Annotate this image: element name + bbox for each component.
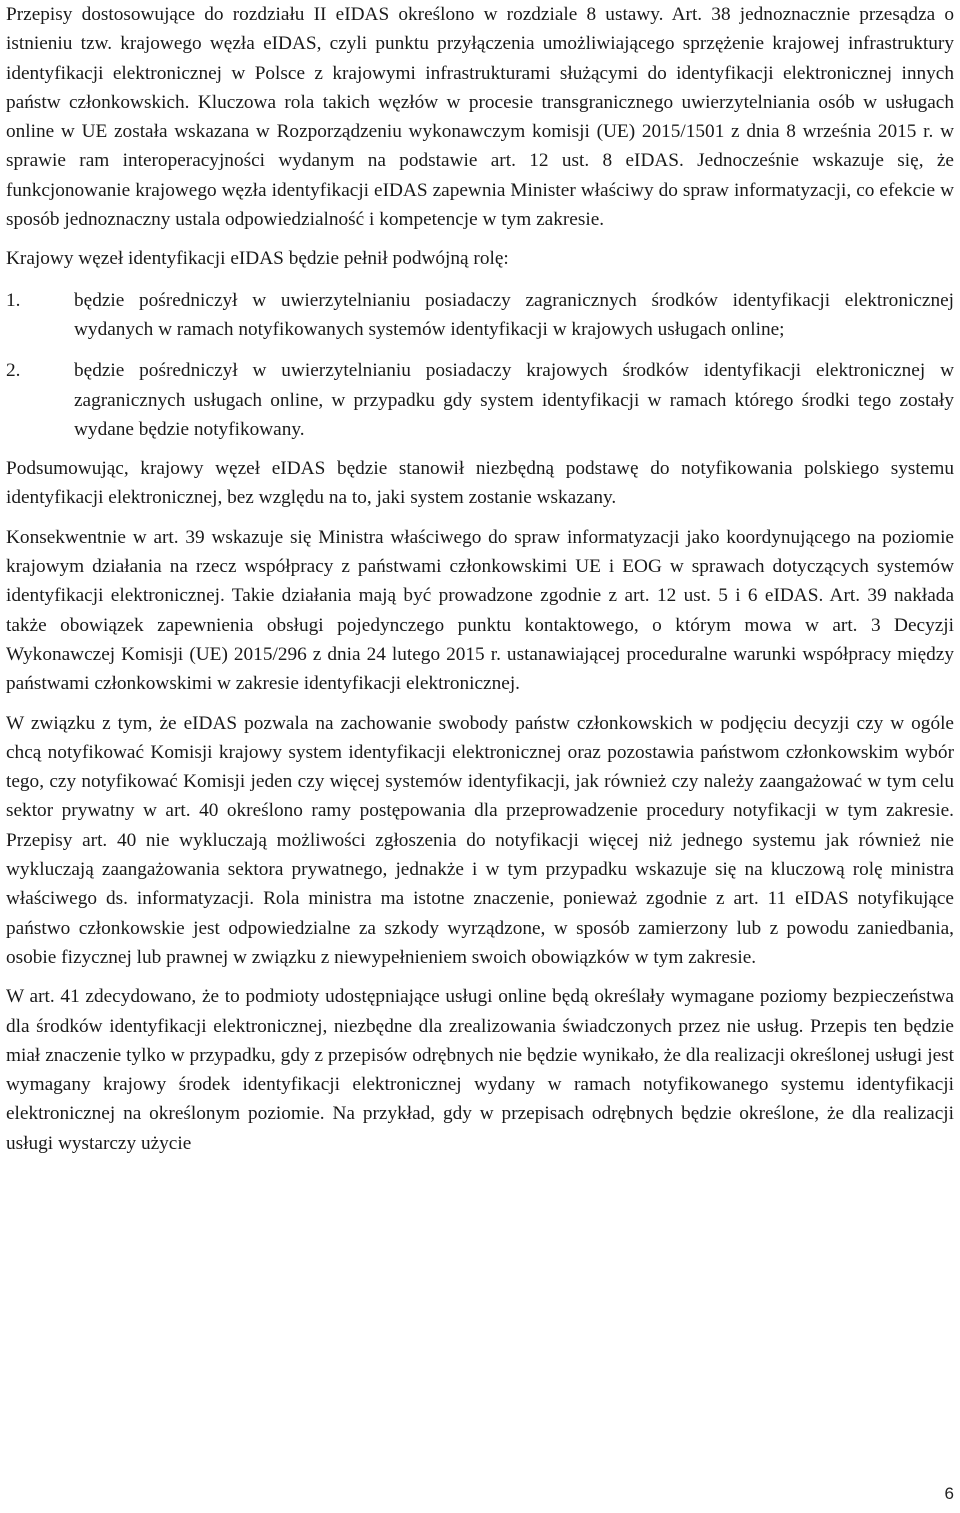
paragraph-art-41: W art. 41 zdecydowano, że to podmioty udostępniające usługi online będą określały wymagane poziomy bezpieczeństwa dla środków identyfikacji elektronicznej, niezbędne dla zrealizowania świadczonych przez nie usług. Przepis ten będzie miał znaczenie tylko w przypadku, gdy z przepisów odrębnych nie będzie wynikało, że dla realizacji określonej usługi jest wymagany krajowy środek identyfikacji elektronicznej wydany w ramach notyfikowanego systemu identyfikacji elektronicznej na określonym poziomie. Na przykład, gdy w przepisach odrębnych będzie określone, że dla realizacji usługi wystarczy użycie (6, 986, 954, 1154)
document-page (6, 0, 954, 1158)
list-item-text: będzie pośredniczył w uwierzytelnianiu posiadaczy zagranicznych środków identyfikacji elektronicznej wydanych w ramach notyfikowanych systemów identyfikacji w krajowych usługach online; (74, 289, 954, 340)
paragraph-node-intro: Przepisy dostosowujące do rozdziału II eIDAS określono w rozdziale 8 ustawy. Art. 38 jednoznacznie przesądza o istnieniu tzw. krajowego węzła eIDAS, czyli punktu przyłączenia umożliwiającego sprzężenie krajowej infrastruktury identyfikacji elektronicznej w Polsce z krajowymi infrastrukturami służącymi do identyfikacji elektronicznej innych państw członkowskich. Kluczowa rola takich węzłów w procesie transgranicznego uwierzytelniania osób w usługach online w UE została wskazana w Rozporządzeniu wykonawczym komisji (UE) 2015/1501 z dnia 8 września 2015 r. w sprawie ram interoperacyjności wydanym na podstawie art. 12 ust. 8 eIDAS. Jednocześnie wskazuje się, że funkcjonowanie krajowego węzła identyfikacji eIDAS zapewnia Minister właściwy do spraw informatyzacji, co efekcie w sposób jednoznaczny ustala odpowiedzialność i kompetencje w tym zakresie. (6, 4, 954, 231)
paragraph-dual-role: Krajowy węzeł identyfikacji eIDAS będzie pełnił podwójną rolę: (6, 248, 509, 270)
list-item-text: będzie pośredniczył w uwierzytelnianiu posiadaczy krajowych środków identyfikacji elektronicznej w zagranicznych usługach online, w przypadku gdy system identyfikacji w ramach którego środki tego zostały wydane będzie notyfikowany. (74, 360, 954, 440)
paragraph-summary: Podsumowując, krajowy węzeł eIDAS będzie stanowił niezbędną podstawę do notyfikowania polskiego systemu identyfikacji elektronicznej, bez względu na to, jaki system zostanie wskazany. (6, 458, 954, 509)
list-item-number: 2. (6, 360, 21, 382)
role-list (6, 286, 954, 444)
paragraph-art-40: W związku z tym, że eIDAS pozwala na zachowanie swobody państw członkowskich w podjęciu decyzji czy w ogóle chcą notyfikować Komisji krajowy system identyfikacji elektronicznej oraz pozostawia państwom członkowskim wybór tego, czy notyfikować Komisji jeden czy więcej systemów identyfikacji, jak również czy należy zaangażować w tym celu sektor prywatny w art. 40 określono ramy postępowania dla przeprowadzenie procedury notyfikacji w tym zakresie. Przepisy art. 40 nie wykluczają możliwości zgłoszenia do notyfikacji więcej niż jednego systemu jak również nie wykluczają zaangażowania sektora prywatnego, jednakże i w tym przypadku wskazuje się na kluczową rolę ministra właściwego ds. informatyzacji. Rola ministra ma istotne znaczenie, ponieważ zgodnie z art. 11 eIDAS notyfikujące państwo członkowskie jest odpowiedzialne za szkody wyrządzone, w sposób zamierzony lub z powodu zaniedbania, osobie fizycznej lub prawnej w związku z niewypełnieniem swoich obowiązków w tym zakresie. (6, 712, 954, 968)
list-item-number: 1. (6, 289, 21, 311)
list-item (6, 286, 954, 345)
list-item (6, 356, 954, 444)
page-number: 6 (944, 1484, 954, 1503)
paragraph-art-39: Konsekwentnie w art. 39 wskazuje się Ministra właściwego do spraw informatyzacji jako koordynującego na poziomie krajowym działania na rzecz współpracy z państwami członkowskimi UE i EOG w sprawach dotyczących systemów identyfikacji elektronicznej. Takie działania mają być prowadzone zgodnie z art. 12 ust. 5 i 6 eIDAS. Art. 39 nakłada także obowiązek zapewnienia obsługi pojedynczego punktu kontaktowego, o którym mowa w art. 3 Decyzji Wykonawczej Komisji (UE) 2015/296 z dnia 24 lutego 2015 r. ustanawiającej proceduralne warunki współpracy między państwami członkowskimi w zakresie identyfikacji elektronicznej. (6, 526, 954, 695)
